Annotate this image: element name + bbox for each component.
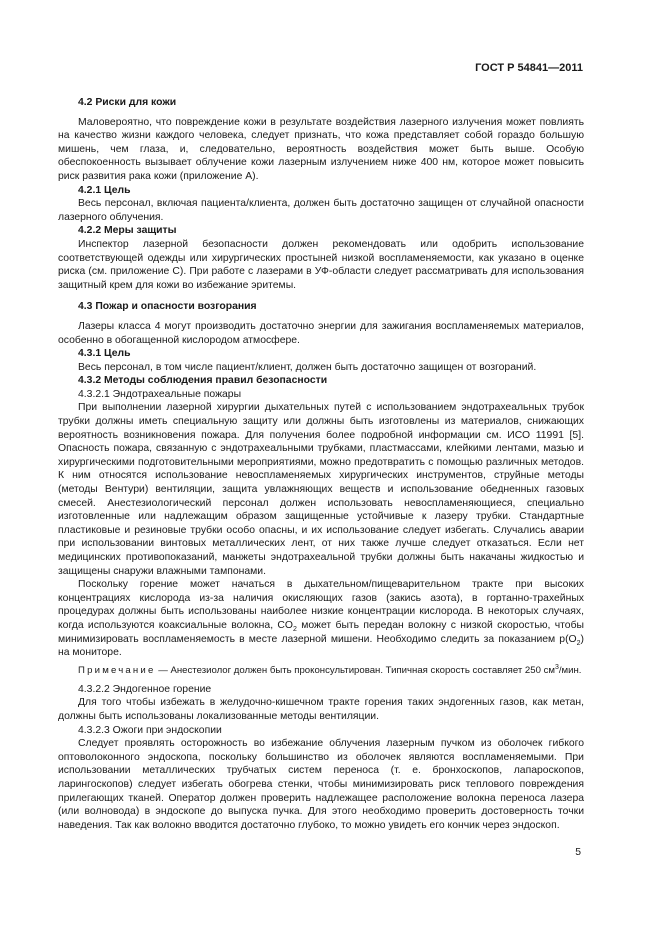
section-4-3-1-heading: 4.3.1 Цель: [78, 348, 131, 360]
section-4-3-2-2-paragraph: Для того чтобы избежать в желудочно-кишечном тракте горения таких эндогенных газов, как метан, должны быть использованы локализованные методы вентиляции.: [58, 697, 584, 722]
note-label: Примечание: [78, 664, 156, 676]
section-4-2-2-paragraph: Инспектор лазерной безопасности должен рекомендовать или одобрить использование соответствующей одежды или хирургических простыней низкой воспламеняемости, как указано в оценке риска (см. приложение С). При работе с лазерами в УФ-области следует рассматривать для использования защитный крем для кожи во избежание эритемы.: [58, 238, 584, 291]
section-4-3-2-2-heading: 4.3.2.2 Эндогенное горение: [78, 683, 212, 695]
section-4-2-paragraph: Маловероятно, что повреждение кожи в результате воздействия лазерного излучения может повлиять на качество жизни каждого человека, следует признать, что кожа представляет собой гораздо большую мишень, чем глаза, и, следовательно, вероятность воздействия может быть выше. Особую обеспокоенность вызывает облучение кожи лазерным излучением ниже 400 нм, которое может повысить риск развития рака кожи (приложение А).: [58, 116, 584, 182]
section-4-3-2-1-paragraph-1: При выполнении лазерной хирургии дыхательных путей с использованием эндотрахеальных трубок трубки должны иметь специальную защиту или должны быть изготовлены из материалов, снижающих вероятность возникновения пожара. Для получения более подробной информации см. ИСО 11991 [5]. Опасность пожара, связанную с эндотрахеальными трубками, пластмассами, клейкими лентами, мазью и хирургическими подготовительными мероприятиями, можно предотвратить с помощью различных методов. К ним относятся использование невоспламеняемых хирургических инструментов, струйные методы (методы Вентури) вентиляции, защита увлажняющих веществ и использование обедненных газовых смесей. Анестезиологический персонал должен использовать невоспламеняющиеся, специально изготовленные или надлежащим образом защищенные устойчивые к лазеру трубки. Стандартные пластиковые и резиновые трубки особо опасны, и их использование следует избегать. Случались аварии при использовании винтовых металлических лент, от них также лучше следует отказаться. Если нет медицинских противопоказаний, манжеты эндотрахеальной трубки должны быть накачаны жидкостью и защищены снаружи влажными тампонами.: [58, 402, 584, 577]
section-4-3-2-1-heading: 4.3.2.1 Эндотрахеальные пожары: [78, 388, 242, 400]
section-4-2-1-heading: 4.2.1 Цель: [78, 184, 131, 196]
section-4-3-2-3-heading: 4.3.2.3 Ожоги при эндоскопии: [78, 724, 222, 736]
section-4-3-heading: 4.3 Пожар и опасности возгорания: [78, 301, 257, 313]
page-number: 5: [575, 847, 581, 858]
section-4-3-paragraph: Лазеры класса 4 могут производить достаточно энергии для зажигания воспламеняемых материалов, особенно в обогащенной кислородом атмосфере.: [58, 320, 584, 346]
section-4-3-2-3-paragraph: Следует проявлять осторожность во избежание облучения лазерным пучком из оболочек гибкого оптоволоконного эндоскопа, поскольку большинство из оболочек являются воспламеняемыми. При использовании металлических трубчатых систем переноса (т. е. бронхоскопов, лапароскопов, ларингоскопов) следует избегать обогрева стенки, чтобы минимизировать риск теплового повреждения прилегающих тканей. Оператор должен проверить надлежащее расположение волокна переноса лазера (или волновода) в эндоскопе до выпуска пучка. Для этого необходимо проверить достоверность точки наведения. Так как волокно вводится достаточно глубоко, то можно увидеть его кончик через эндоскоп.: [58, 738, 584, 831]
section-4-3-2-heading: 4.3.2 Методы соблюдения правил безопасности: [78, 375, 328, 387]
section-4-2-heading: 4.2 Риски для кожи: [78, 97, 177, 108]
section-4-3-1-paragraph: Весь персонал, в том числе пациент/клиент, должен быть достаточно защищен от возгораний.: [78, 361, 537, 373]
section-4-3-2-1-paragraph-2: Поскольку горение может начаться в дыхательном/пищеварительном тракте при высоких концентрациях кислорода из-за наличия окисляющих газов (закись азота), в гортанно-трахейных процедурах должны быть использованы наиболее низкие концентрации кислорода. В некоторых случаях, когда используются коаксиальные волокна, $CO_2$ может быть передан волокну с низкой скоростью, чтобы минимизировать воспламеняемость в месте лазерной мишени. Необходимо следить за показанием $p(O_2)$ на мониторе.: [58, 579, 584, 659]
document-code: ГОСТ Р 54841—2011: [475, 62, 583, 74]
note: Примечание — Анестезиолог должен быть проконсультирован. Типичная скорость составляет 250 $см^3$/мин.: [78, 663, 582, 676]
section-4-2-1-paragraph: Весь персонал, включая пациента/клиента, должен быть достаточно защищен от случайной опасности лазерного облучения.: [58, 198, 584, 223]
page-content: [58, 96, 584, 832]
section-4-2-2-heading: 4.2.2 Меры защиты: [78, 225, 177, 237]
